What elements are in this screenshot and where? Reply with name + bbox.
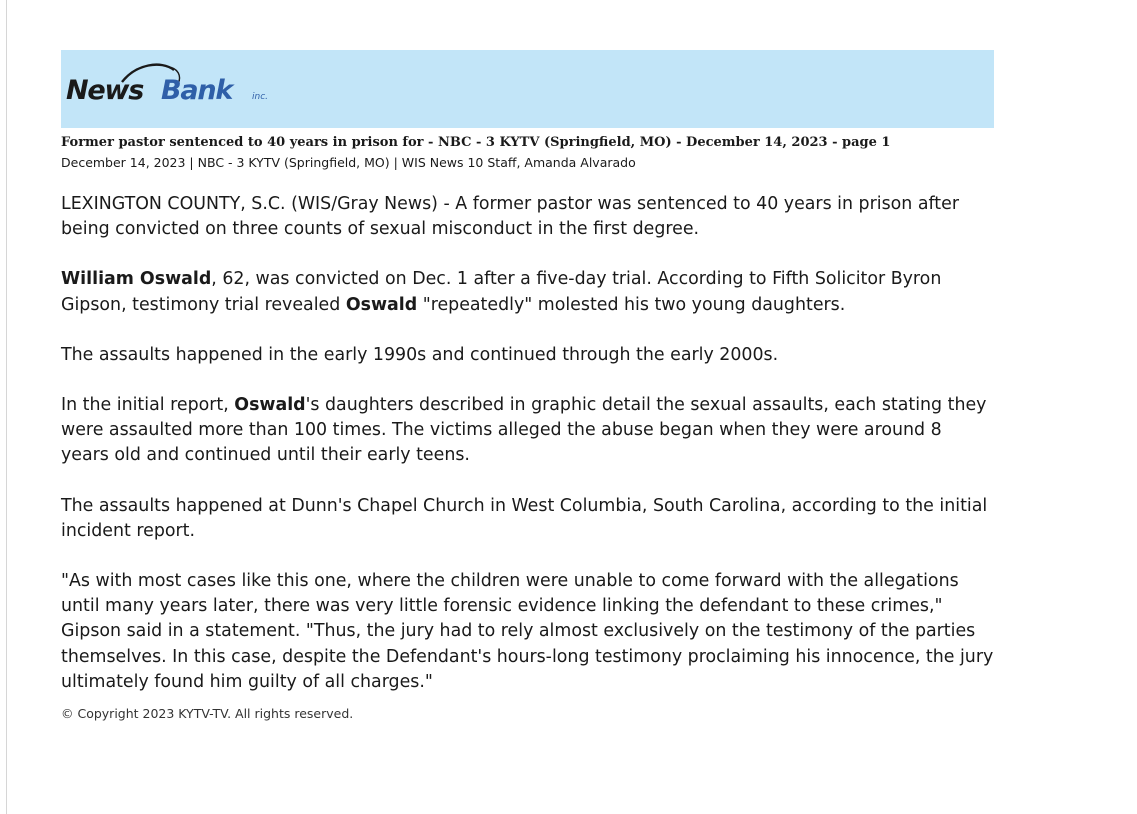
newsbank-logo [66,62,276,112]
page-left-border [6,0,7,814]
paragraph-5: The assaults happened at Dunn's Chapel Church in West Columbia, South Carolina, according to the initial incident report. [61,495,988,541]
paragraph-3: The assaults happened in the early 1990s and continued through the early 2000s. [61,344,779,365]
paragraph-4-text-a: In the initial report, [61,395,235,416]
newsbank-banner [61,50,994,128]
paragraph-6: "As with most cases like this one, where the children were unable to come forward with the allegations until many years later, there was very little forensic evidence linking the defendant to these crimes," Gipson said in a statement. "Thus, the jury had to rely almost exclusively on the testimony of the parties themselves. In this case, despite the Defendant's hours-long testimony proclaiming his innocence, the jury ultimately found him guilty of all charges." [61,571,994,692]
paragraph-2 [61,267,994,317]
highlight-name: Oswald [345,294,418,315]
highlight-name: William Oswald [61,269,212,290]
highlight-name: Oswald [234,395,306,416]
document-byline: December 14, 2023 | NBC - 3 KYTV (Springfield, MO) | WIS News 10 Staff, Amanda Alvarado [61,155,636,170]
document-title: Former pastor sentenced to 40 years in prison for - NBC - 3 KYTV (Springfield, MO) - December 14, 2023 - page 1 [61,135,891,150]
paragraph-2-text-b: "repeatedly" molested his two young daughters. [417,294,846,315]
article-body [61,192,994,695]
paragraph-2-text-a: , 62, was convicted on Dec. 1 after a five-day trial. According to Fifth Solicitor Byron Gipson, testimony trial revealed [61,269,942,315]
logo-inc: inc. [252,92,269,102]
copyright-notice: © Copyright 2023 KYTV-TV. All rights reserved. [61,706,354,722]
document-page [61,50,994,721]
paragraph-4-text-b: 's daughters described in graphic detail the sexual assaults, each stating they were assaulted more than 100 times. The victims alleged the abuse began when they were around 8 years old and continued until their early teens. [61,395,987,466]
logo-news: News [66,75,144,106]
paragraph-4 [61,393,994,469]
logo-bank: Bank [161,75,233,106]
paragraph-1: LEXINGTON COUNTY, S.C. (WIS/Gray News) - A former pastor was sentenced to 40 years in prison after being convicted on three counts of sexual misconduct in the first degree. [61,194,959,240]
